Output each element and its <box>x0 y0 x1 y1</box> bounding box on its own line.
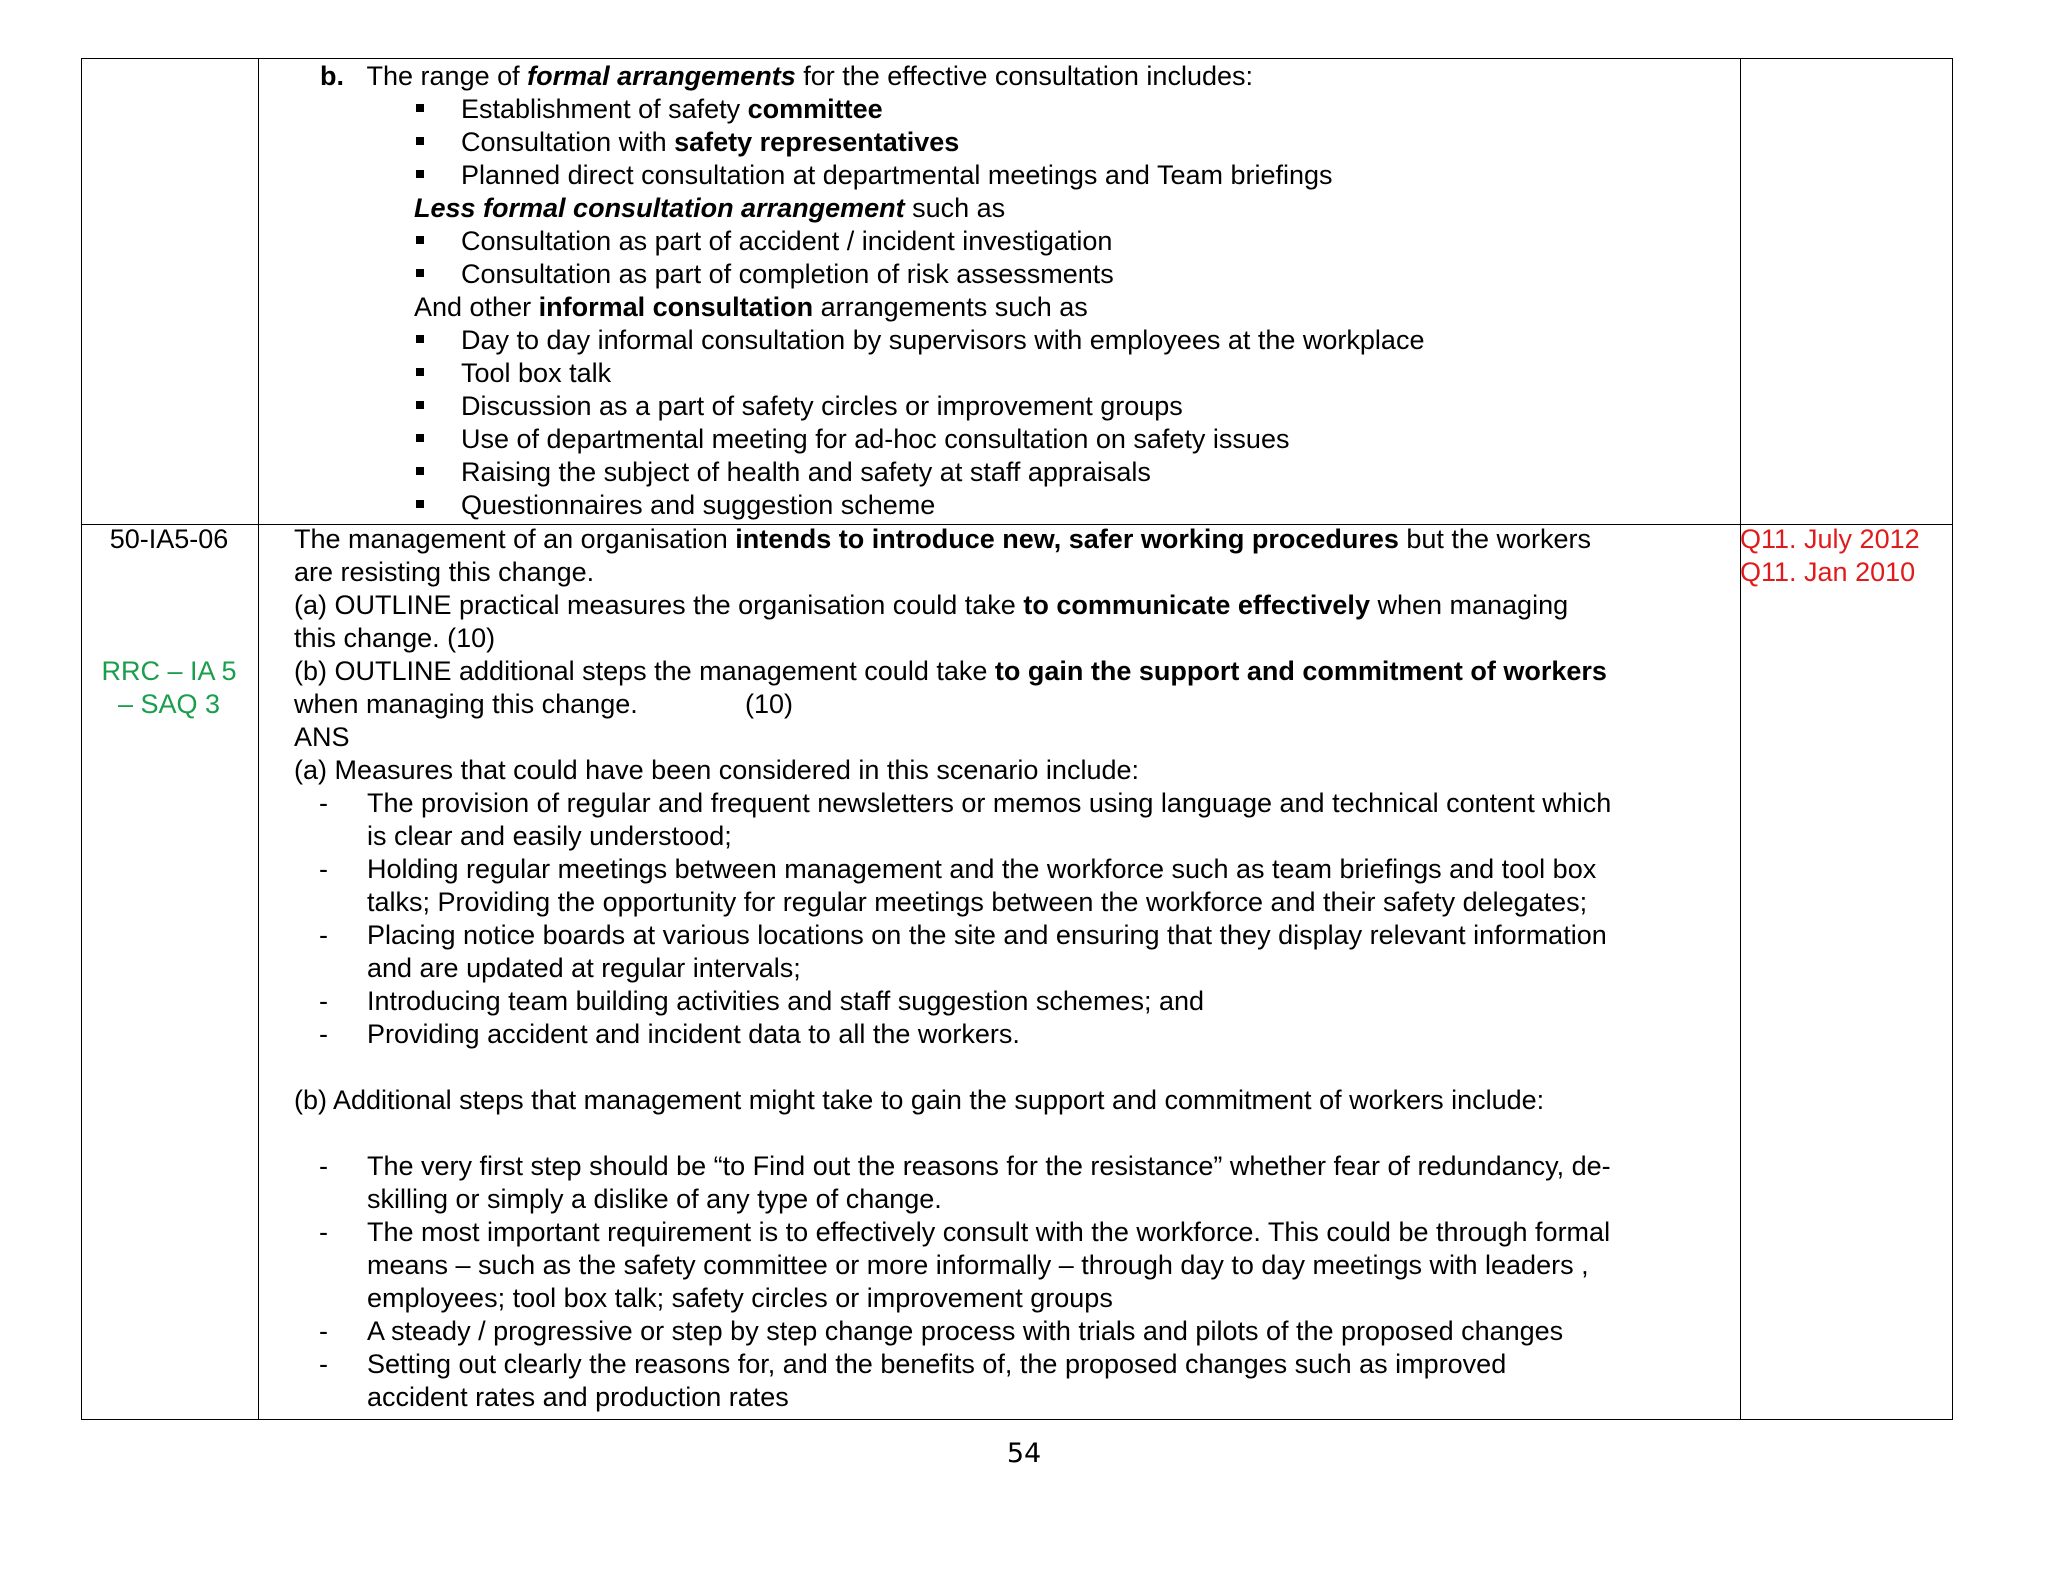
list-item: Introducing team building activities and staff suggestion schemes; and <box>367 986 1204 1016</box>
list-item <box>416 423 424 456</box>
list-item: The very first step should be “to Find out the reasons for the resistance” whether fear of redundancy, de- <box>367 1151 1611 1181</box>
syllabus-ref: RRC – IA 5 <box>101 656 237 686</box>
list-item: Providing accident and incident data to all the workers. <box>367 1019 1020 1049</box>
bullet-square-icon <box>416 335 424 343</box>
less-formal-emphasis: Less formal consultation arrangement <box>414 193 905 223</box>
list-item: Setting out clearly the reasons for, and the benefits of, the proposed changes such as improved <box>367 1349 1507 1379</box>
column-divider <box>258 59 259 1419</box>
column-divider <box>1740 59 1741 1419</box>
dash-marker: - <box>319 1217 328 1247</box>
answer-label: ANS <box>294 722 350 752</box>
list-item <box>416 489 424 522</box>
bullet-square-icon <box>416 368 424 376</box>
list-item: The most important requirement is to effectively consult with the workforce. This could be through formal <box>367 1217 1611 1247</box>
list-item: The provision of regular and frequent newsletters or memos using language and technical content which <box>367 788 1612 818</box>
dash-marker: - <box>319 1349 328 1379</box>
list-item <box>416 258 424 291</box>
list-item <box>416 390 424 423</box>
question-text: The management of an organisation intends to introduce new, safer working procedures but the workers <box>294 524 1591 554</box>
item-marker-b: b. <box>320 61 344 91</box>
page-number: 54 <box>1006 1438 1042 1469</box>
bullet-square-icon <box>416 137 424 145</box>
list-item <box>416 93 424 126</box>
list-item <box>416 159 424 192</box>
bullet-square-icon <box>416 269 424 277</box>
list-item: A steady / progressive or step by step change process with trials and pilots of the proposed changes <box>367 1316 1564 1346</box>
list-item <box>416 324 424 357</box>
bullet-square-icon <box>416 236 424 244</box>
syllabus-ref: – SAQ 3 <box>117 689 221 719</box>
list-item: Holding regular meetings between management and the workforce such as team briefings and tool box <box>367 854 1597 884</box>
dash-marker: - <box>319 1019 328 1049</box>
question-ref-code: 50-IA5-06 <box>109 524 229 554</box>
bullet-square-icon <box>416 401 424 409</box>
list-item <box>416 456 424 489</box>
dash-marker: - <box>319 986 328 1016</box>
bullet-square-icon <box>416 170 424 178</box>
bullet-square-icon <box>416 500 424 508</box>
answer-b-heading: (b) Additional steps that management might take to gain the support and commitment of workers include: <box>294 1085 1545 1115</box>
list-item <box>416 225 424 258</box>
formal-arrangements-emphasis: formal arrangements <box>527 61 796 91</box>
marks: (10) <box>745 689 794 719</box>
bullet-square-icon <box>416 467 424 475</box>
dash-marker: - <box>319 1151 328 1181</box>
dash-marker: - <box>319 854 328 884</box>
answer-a-heading: (a) Measures that could have been considered in this scenario include: <box>294 755 1139 785</box>
bullet-square-icon <box>416 434 424 442</box>
dash-marker: - <box>319 788 328 818</box>
exam-ref: Q11. Jan 2010 <box>1740 557 1916 587</box>
dash-marker: - <box>319 920 328 950</box>
list-item: Placing notice boards at various locations on the site and ensuring that they display relevant information <box>367 920 1607 950</box>
bullet-square-icon <box>416 104 424 112</box>
list-item <box>416 357 424 390</box>
dash-marker: - <box>319 1316 328 1346</box>
exam-ref: Q11. July 2012 <box>1740 524 1920 554</box>
list-item <box>416 126 424 159</box>
